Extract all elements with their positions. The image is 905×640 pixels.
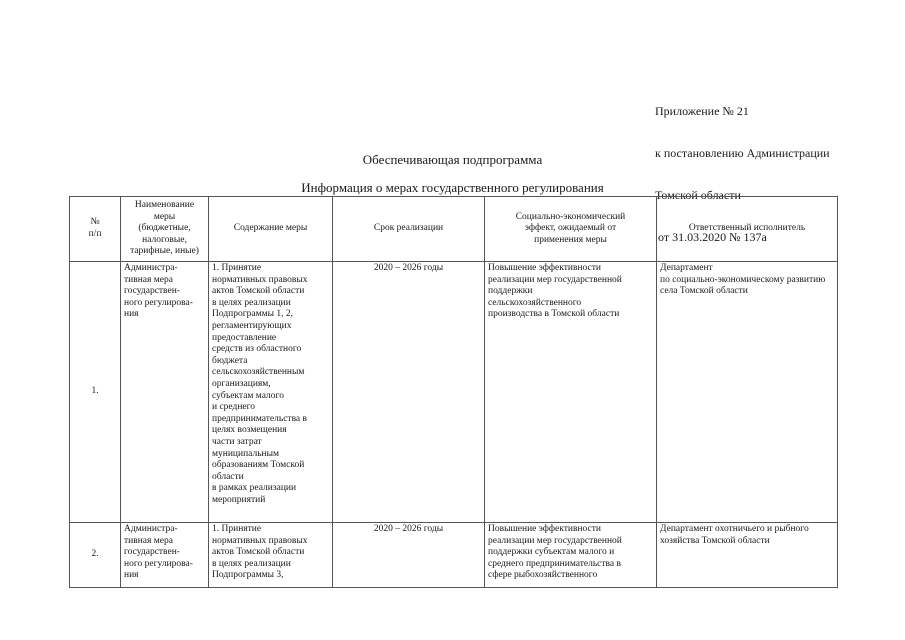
measure-effect-cell: Повышение эффективности реализации мер государственной поддержки субъектам малого и среднего предпринимательства в сфере рыбохозяйственного xyxy=(485,523,657,588)
document-title: Обеспечивающая подпрограмма xyxy=(362,152,543,167)
table-header-row xyxy=(70,197,838,262)
measure-term-cell: 2020 – 2026 годы xyxy=(333,262,485,523)
measure-executor-cell: Департамент по социально-экономическому развитию села Томской области xyxy=(657,262,838,523)
measures-table xyxy=(69,196,838,588)
header-num: № п/п xyxy=(70,197,121,262)
header-effect: Социально-экономический эффект, ожидаемый от применения меры xyxy=(485,197,657,262)
appendix-line: от 31.03.2020 № 137а xyxy=(655,230,767,244)
row-number: 1. xyxy=(70,262,121,523)
row-number: 2. xyxy=(70,523,121,588)
appendix-line: Приложение № 21 xyxy=(655,104,749,118)
header-term: Срок реализации xyxy=(333,197,485,262)
measure-content-cell: 1. Принятие нормативных правовых актов Томской области в целях реализации Подпрограммы 3, xyxy=(209,523,333,588)
header-executor: Ответственный исполнитель xyxy=(657,197,838,262)
measure-executor-cell: Департамент охотничьего и рыбного хозяйства Томской области xyxy=(657,523,838,588)
header-content: Содержание меры xyxy=(209,197,333,262)
table-row xyxy=(70,262,838,523)
header-name: Наименование меры (бюджетные, налоговые, тарифные, иные) xyxy=(121,197,209,262)
appendix-line: к постановлению Администрации xyxy=(655,146,830,160)
measure-content-cell: 1. Принятие нормативных правовых актов Томской области в целях реализации Подпрограммы 1, 2, регламентирующих предоставление средств из областного бюджета сельскохозяйственным организациям, субъектам малого и среднего предпринимательства в целях возмещения части затрат муниципальным образованиям Томской области в рамках реализации мероприятий xyxy=(209,262,333,523)
measure-effect-cell: Повышение эффективности реализации мер государственной поддержки сельскохозяйственного производства в Томской области xyxy=(485,262,657,523)
measure-name-cell: Администра- тивная мера государствен- ного регулирова- ния xyxy=(121,523,209,588)
appendix-line: Томской области xyxy=(655,188,741,202)
measure-term-cell: 2020 – 2026 годы xyxy=(333,523,485,588)
document-subtitle: Информация о мерах государственного регулирования xyxy=(301,180,604,195)
measure-name-cell: Администра- тивная мера государствен- ного регулирова- ния xyxy=(121,262,209,523)
table-row xyxy=(70,523,838,588)
